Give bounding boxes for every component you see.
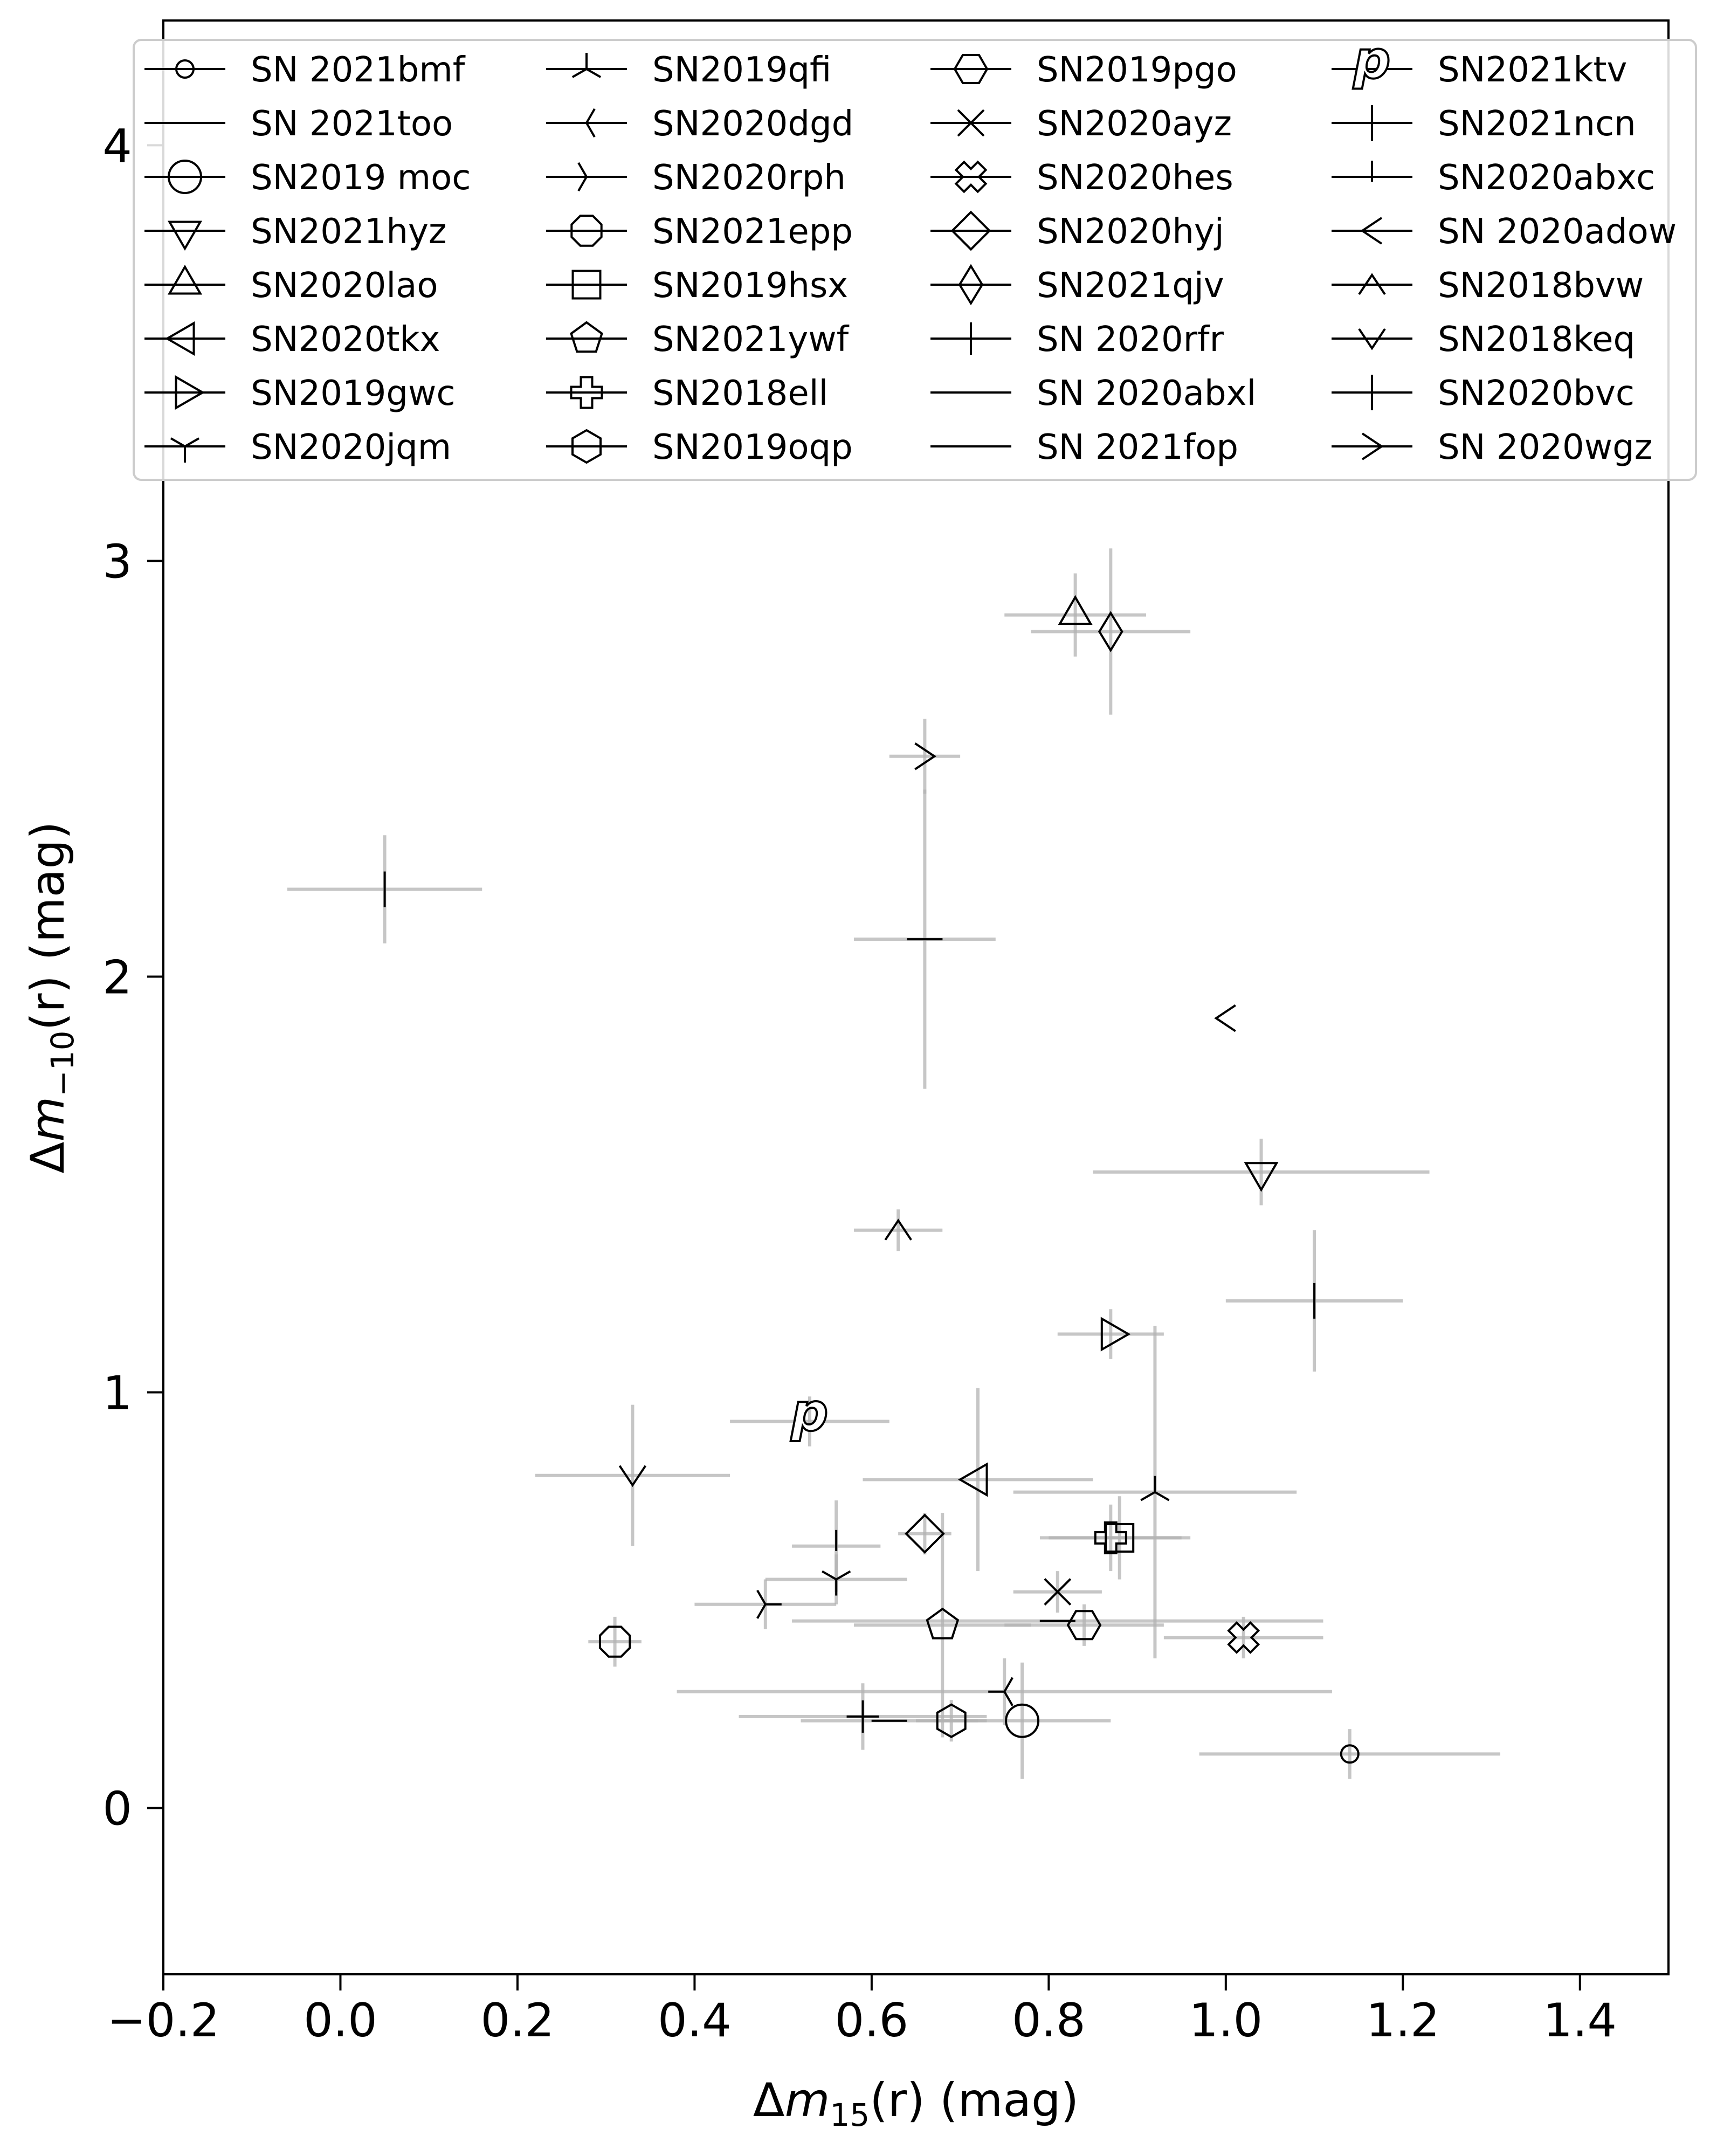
legend-label: SN2020bvc [1438,374,1635,414]
legend-label: SN 2021too [251,104,453,144]
svg-text:p: p [791,1382,829,1443]
x-tick-label: 0.2 [480,1994,555,2048]
legend-label: SN2020hes [1037,158,1233,198]
legend-label: SN2021hyz [251,212,447,252]
legend-label: SN2021qjv [1037,266,1224,306]
legend-label: SN2018ell [652,374,829,414]
legend-label: SN2018keq [1438,320,1636,360]
legend-label: SN 2021fop [1037,428,1239,467]
y-label-delta: Δ [21,1141,75,1174]
legend-label: SN 2020abxl [1037,374,1257,414]
x-axis-label [753,2074,1079,2133]
legend-label: SN 2020rfr [1037,320,1224,360]
legend-label: SN2018bvw [1438,266,1644,306]
legend-label: SN2021ywf [652,320,849,360]
x-tick-label: 1.4 [1543,1994,1617,2048]
legend-label: SN2020ayz [1037,104,1232,144]
legend-label: SN2020dgd [652,104,854,144]
y-tick-label: 0 [102,1782,132,1836]
legend-label: SN 2020adow [1438,212,1677,252]
y-tick-label: 3 [102,535,132,589]
x-label-delta: Δ [753,2074,785,2127]
x-tick-label: 1.0 [1189,1994,1263,2048]
svg-text:p: p [1353,30,1391,91]
legend-label: SN2019oqp [652,428,853,467]
y-label-m: m [21,1096,75,1142]
legend-label: SN2020hyj [1037,212,1224,252]
legend-label: SN2020abxc [1438,158,1656,198]
legend-label: SN2021epp [652,212,853,252]
x-label-unit: (r) (mag) [870,2074,1079,2127]
legend-label: SN2020lao [251,266,438,306]
y-label-subscript: −10 [44,1030,81,1097]
y-axis-label [21,822,81,1174]
y-tick-label: 4 [102,119,132,174]
legend-label: SN2021ktv [1438,50,1628,90]
y-tick-label: 1 [102,1366,132,1421]
x-tick-label: 1.2 [1366,1994,1440,2048]
point-sn2021ktv [791,1382,829,1443]
legend-marker [1353,30,1391,91]
legend-label: SN2020jqm [251,428,452,467]
legend-label: SN2019gwc [251,374,456,414]
y-label-unit: (r) (mag) [21,821,75,1031]
x-tick-label: 0.4 [658,1994,732,2048]
x-label-subscript: 15 [830,2097,870,2133]
legend-label: SN2019hsx [652,266,849,306]
legend-label: SN 2020wgz [1438,428,1653,467]
x-tick-label: 0.8 [1011,1994,1086,2048]
y-tick-label: 2 [102,950,132,1005]
legend-label: SN2020tkx [251,320,440,360]
legend-label: SN2020rph [652,158,846,198]
legend-label: SN2019 moc [251,158,471,198]
legend-label: SN2019pgo [1037,50,1237,90]
x-tick-label: 0.6 [835,1994,909,2048]
x-tick-label: 0.0 [304,1994,377,2048]
legend-label: SN2021ncn [1438,104,1636,144]
x-label-m: m [784,2074,830,2127]
legend-label: SN 2021bmf [251,50,465,90]
legend [134,30,1696,480]
legend-label: SN2019qfi [652,50,832,90]
x-tick-label: −0.2 [107,1994,220,2048]
